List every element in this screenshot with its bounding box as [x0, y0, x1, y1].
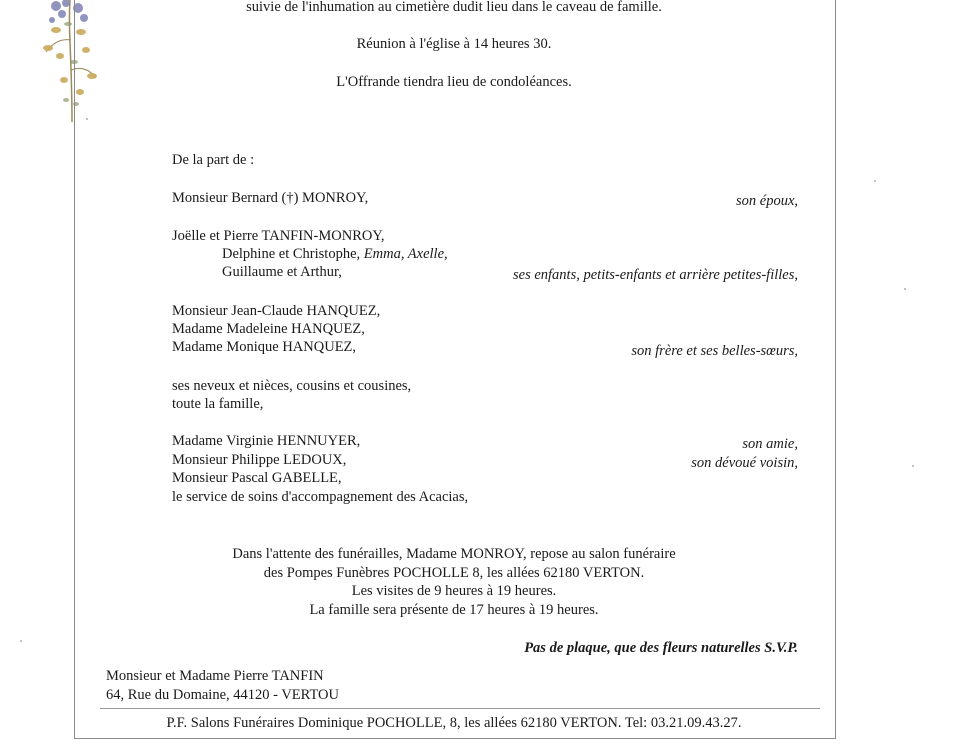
funerailles-line-4: La famille sera présente de 17 heures à 19 heures.: [309, 602, 599, 618]
footer-line: P.F. Salons Funéraires Dominique POCHOLLE, 8, les allées 62180 VERTON. Tel: 03.21.09.43.27.: [166, 715, 742, 731]
enfants-line-2-names: Delphine et Christophe,: [222, 246, 364, 262]
scan-speck: [86, 118, 88, 120]
reunion-line: Réunion à l'église à 14 heures 30.: [356, 36, 552, 52]
offrande-line: L'Offrande tiendra lieu de condoléances.: [336, 74, 572, 90]
frere-relation: son frère et ses belles-sœurs,: [631, 343, 798, 359]
epoux-name: Monsieur Bernard (†) MONROY,: [172, 190, 369, 206]
address-line-2: 64, Rue du Domaine, 44120 - VERTOU: [106, 687, 339, 703]
page-frame: [74, 0, 836, 739]
funerailles-line-3: Les visites de 9 heures à 19 heures.: [351, 583, 557, 599]
neveux-line-2: toute la famille,: [172, 396, 264, 412]
gabelle-name: Monsieur Pascal GABELLE,: [172, 470, 342, 486]
frere-line-1: Monsieur Jean-Claude HANQUEZ,: [172, 303, 381, 319]
enfants-line-2: [222, 245, 448, 263]
de-la-part-heading: De la part de :: [172, 152, 255, 168]
voisin-name: Monsieur Philippe LEDOUX,: [172, 452, 347, 468]
neveux-line-1: ses neveux et nièces, cousins et cousines,: [172, 378, 412, 394]
voisin-relation: son dévoué voisin,: [691, 455, 798, 471]
footer-rule: [100, 708, 820, 709]
scan-speck: [904, 288, 906, 290]
fleurs-note: Pas de plaque, que des fleurs naturelles S.V.P.: [524, 640, 798, 656]
scan-speck: [912, 465, 914, 467]
enfants-line-2-italic: Emma, Axelle,: [363, 246, 448, 262]
enfants-relation: ses enfants, petits-enfants et arrière petites-filles,: [513, 267, 798, 283]
address-line-1: Monsieur et Madame Pierre TANFIN: [106, 668, 324, 684]
amie-name: Madame Virginie HENNUYER,: [172, 433, 361, 449]
frere-line-2: Madame Madeleine HANQUEZ,: [172, 321, 365, 337]
funerailles-line-1: Dans l'attente des funérailles, Madame MONROY, repose au salon funéraire: [232, 546, 676, 562]
frere-line-3: Madame Monique HANQUEZ,: [172, 339, 357, 355]
acacias-line: le service de soins d'accompagnement des Acacias,: [172, 489, 469, 505]
scan-speck: [20, 640, 22, 642]
enfants-line-1: Joëlle et Pierre TANFIN-MONROY,: [172, 228, 385, 244]
inhumation-line: suivie de l'inhumation au cimetière dudit lieu dans le caveau de famille.: [246, 0, 662, 15]
amie-relation: son amie,: [742, 436, 798, 452]
scan-speck: [874, 180, 876, 182]
enfants-line-3: Guillaume et Arthur,: [222, 264, 342, 280]
epoux-relation: son époux,: [735, 193, 798, 209]
funerailles-line-2: des Pompes Funèbres POCHOLLE 8, les allées 62180 VERTON.: [263, 565, 645, 581]
